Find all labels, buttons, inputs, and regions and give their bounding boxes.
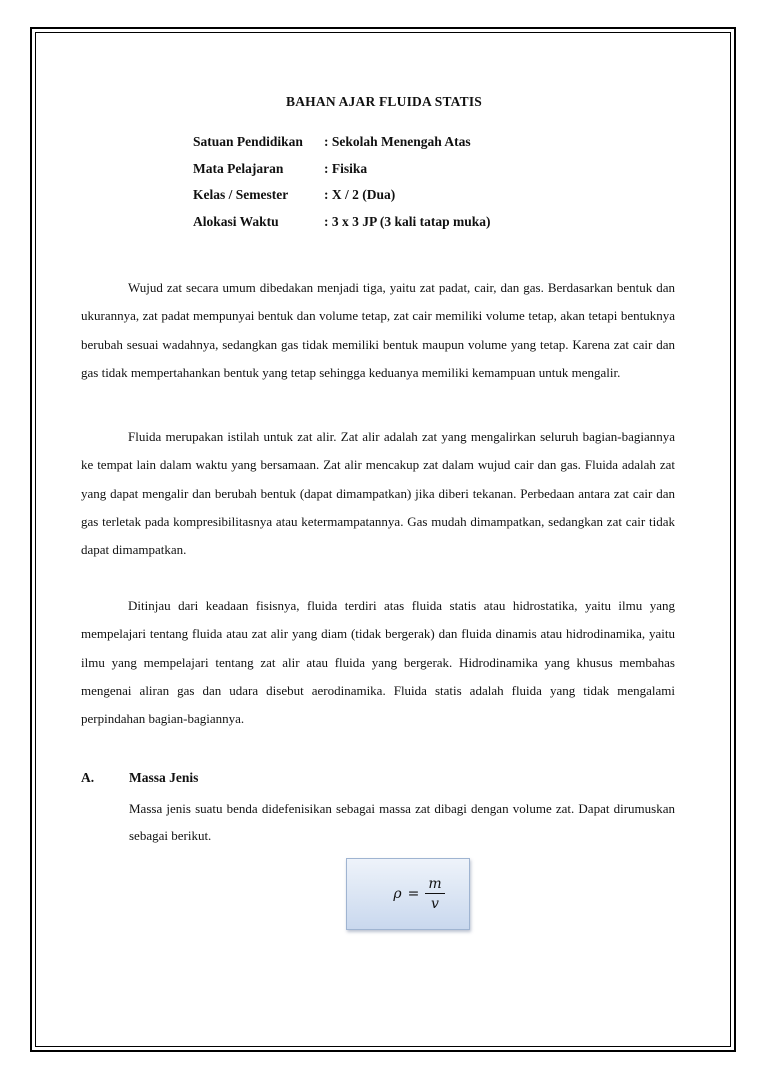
meta-label: Alokasi Waktu: [193, 213, 279, 229]
formula-denominator: v: [431, 896, 439, 912]
section-letter: A.: [81, 770, 95, 785]
formula-numerator: m: [425, 877, 444, 894]
meta-value: : Sekolah Menengah Atas: [324, 134, 471, 149]
meta-value: : Fisika: [324, 160, 368, 176]
section-title: Massa Jenis: [129, 770, 199, 785]
meta-label: Mata Pelajaran: [193, 160, 284, 176]
meta-row-subject: [193, 161, 491, 188]
formula-rho: ρ: [393, 886, 402, 902]
paragraph-states-of-matter: [81, 274, 675, 387]
density-formula: [371, 877, 444, 911]
meta-label: Satuan Pendidikan: [193, 134, 303, 149]
formula-equals: =: [407, 886, 420, 902]
meta-value: : 3 x 3 JP (3 kali tatap muka): [324, 213, 491, 229]
meta-row-time-allocation: [193, 214, 491, 241]
paragraph-fluid-types: [81, 592, 675, 733]
meta-row-class-semester: [193, 187, 491, 214]
formula-fraction: [425, 877, 444, 911]
density-formula-box: [346, 858, 470, 930]
meta-row-education-unit: [193, 134, 491, 161]
meta-value: : X / 2 (Dua): [324, 187, 396, 202]
section-paragraph: Massa jenis suatu benda didefenisikan sebagai massa zat dibagi dengan volume zat. Dapat dirumuskan sebagai berikut.: [129, 801, 675, 843]
paragraph-text: Ditinjau dari keadaan fisisnya, fluida terdiri atas fluida statis atau hidrostatika, yaitu ilmu yang mempelajari tentang fluida atau zat alir yang diam (tidak bergerak) dan fluida dinamis atau hidrodinamika, yaitu ilmu yang mempelajari tentang zat alir atau fluida yang bergerak. Hidrodinamika yang khusus membahas mengenai aliran gas dan udara disebut aerodinamika. Fluida statis adalah fluida yang tidak mengalami perpindahan bagian-bagiannya.: [81, 598, 675, 727]
meta-label: Kelas / Semester: [193, 187, 289, 202]
section-heading: [81, 770, 198, 786]
document-title: BAHAN AJAR FLUIDA STATIS: [286, 94, 482, 109]
paragraph-text: Fluida merupakan istilah untuk zat alir. Zat alir adalah zat yang mengalirkan seluruh bagian-bagiannya ke tempat lain dalam waktu yang bersamaan. Zat alir mencakup zat dalam wujud cair dan gas. Fluida adalah zat yang dapat mengalir dan berubah bentuk (dapat dimampatkan) jika diberi tekanan. Perbedaan antara zat cair dan gas terletak pada kompresibilitasnya atau ketermampatannya. Gas mudah dimampatkan, sedangkan zat cair tidak dapat dimampatkan.: [81, 429, 675, 558]
paragraph-text: Wujud zat secara umum dibedakan menjadi tiga, yaitu zat padat, cair, dan gas. Berdasarkan bentuk dan ukurannya, zat padat mempunyai bentuk dan volume tetap, zat cair memiliki volume tetap, akan tetapi bentuknya berubah sesuai wadahnya, sedangkan gas tidak memiliki bentuk maupun volume yang tetap. Karena zat cair dan gas tidak mempertahankan bentuk yang tetap sehingga keduanya memiliki kemampuan untuk mengalir.: [81, 280, 675, 380]
paragraph-fluid-definition: [81, 423, 675, 564]
identity-table: [193, 134, 491, 240]
